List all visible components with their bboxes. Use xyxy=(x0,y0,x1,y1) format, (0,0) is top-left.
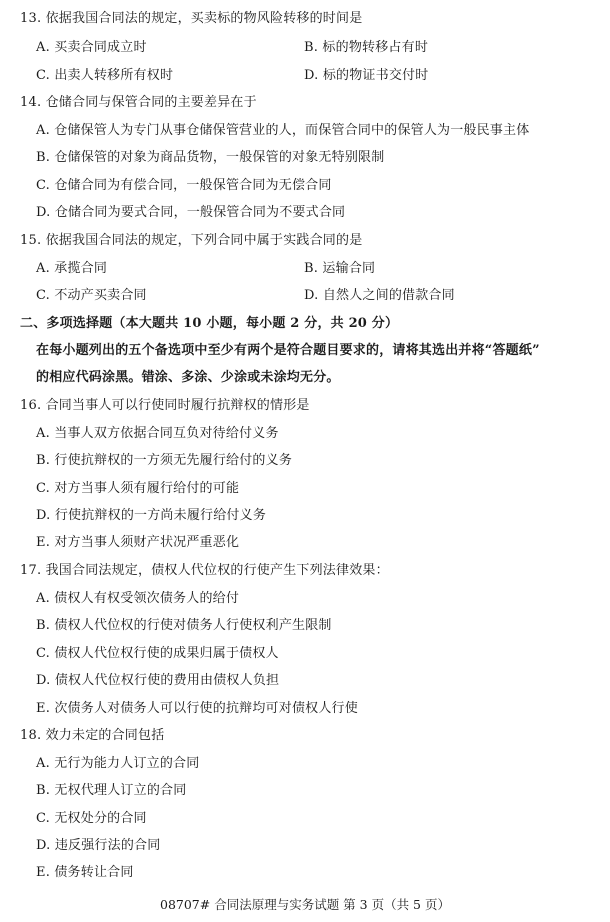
question-15-stem: 15. 依据我国合同法的规定，下列合同中属于实践合同的是 xyxy=(20,233,363,248)
section-2-instruction-line-2: 的相应代码涂黑。错涂、多涂、少涂或未涂均无分。 xyxy=(36,370,340,385)
question-14-option-b: B. 仓储保管的对象为商品货物，一般保管的对象无特别限制 xyxy=(36,150,385,165)
question-18-option-c: C. 无权处分的合同 xyxy=(36,811,147,826)
question-18-option-a: A. 无行为能力人订立的合同 xyxy=(36,756,200,771)
question-13-option-d: D. 标的物证书交付时 xyxy=(304,68,429,83)
question-16-option-a: A. 当事人双方依据合同互负对待给付义务 xyxy=(36,426,279,441)
question-18-stem: 18. 效力未定的合同包括 xyxy=(20,728,165,743)
question-13-option-c: C. 出卖人转移所有权时 xyxy=(36,68,174,83)
question-18-option-b: B. 无权代理人订立的合同 xyxy=(36,783,187,798)
question-17-option-e: E. 次债务人对债务人可以行使的抗辩均可对债权人行使 xyxy=(36,701,358,716)
question-16-option-e: E. 对方当事人须财产状况严重恶化 xyxy=(36,535,240,550)
question-17-option-d: D. 债权人代位权行使的费用由债权人负担 xyxy=(36,673,280,688)
question-15-option-d: D. 自然人之间的借款合同 xyxy=(304,288,455,303)
question-14-option-d: D. 仓储合同为要式合同，一般保管合同为不要式合同 xyxy=(36,205,346,220)
question-17-option-c: C. 债权人代位权行使的成果归属于债权人 xyxy=(36,646,279,661)
question-16-option-c: C. 对方当事人须有履行给付的可能 xyxy=(36,481,240,496)
question-13-option-a: A. 买卖合同成立时 xyxy=(36,40,147,55)
question-13-stem: 13. 依据我国合同法的规定，买卖标的物风险转移的时间是 xyxy=(20,11,363,26)
question-16-option-b: B. 行使抗辩权的一方须无先履行给付的义务 xyxy=(36,453,293,468)
question-15-option-c: C. 不动产买卖合同 xyxy=(36,288,147,303)
question-16-stem: 16. 合同当事人可以行使同时履行抗辩权的情形是 xyxy=(20,398,310,413)
question-15-option-b: B. 运输合同 xyxy=(304,261,376,276)
question-14-option-a: A. 仓储保管人为专门从事仓储保管营业的人，而保管合同中的保管人为一般民事主体 xyxy=(36,123,530,138)
question-16-option-d: D. 行使抗辩权的一方尚未履行给付义务 xyxy=(36,508,267,523)
section-2-instruction-line-1: 在每小题列出的五个备选项中至少有两个是符合题目要求的，请将其选出并将“答题纸” xyxy=(36,343,540,358)
question-18-option-d: D. 违反强行法的合同 xyxy=(36,838,161,853)
section-2-title: 二、多项选择题（本大题共 10 小题，每小题 2 分，共 20 分） xyxy=(20,316,399,331)
question-14-stem: 14. 仓储合同与保管合同的主要差异在于 xyxy=(20,95,257,110)
question-14-option-c: C. 仓储合同为有偿合同，一般保管合同为无偿合同 xyxy=(36,178,332,193)
question-17-option-b: B. 债权人代位权的行使对债务人行使权利产生限制 xyxy=(36,618,332,633)
question-15-option-a: A. 承揽合同 xyxy=(36,261,108,276)
question-17-option-a: A. 债权人有权受领次债务人的给付 xyxy=(36,591,240,606)
question-18-option-e: E. 债务转让合同 xyxy=(36,865,134,880)
page-footer: 08707# 合同法原理与实务试题 第 3 页（共 5 页） xyxy=(160,897,450,912)
question-13-option-b: B. 标的物转移占有时 xyxy=(304,40,429,55)
question-17-stem: 17. 我国合同法规定，债权人代位权的行使产生下列法律效果： xyxy=(20,563,389,578)
